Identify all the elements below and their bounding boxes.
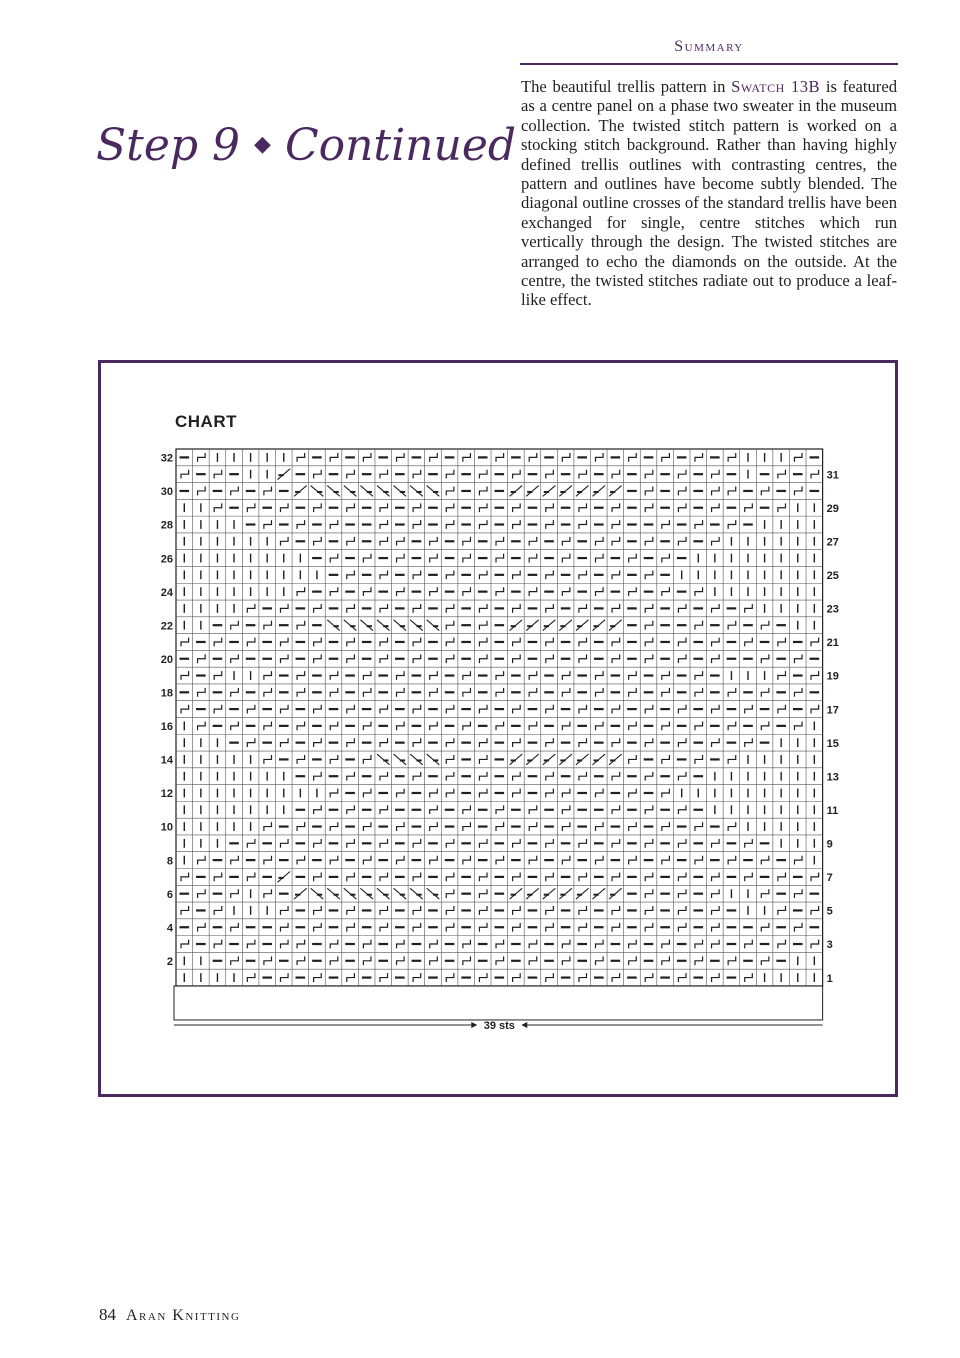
row-number-right: 1 [826, 972, 833, 985]
row-number-left: 22 [160, 620, 173, 633]
book-title: Aran Knitting [126, 1307, 241, 1324]
chart-label: CHART [175, 412, 237, 431]
row-number-right: 11 [826, 804, 839, 817]
row-number-left: 16 [160, 721, 173, 734]
step-continued: Continued [284, 120, 517, 171]
row-number-left: 24 [160, 586, 173, 599]
row-number-left: 32 [160, 452, 173, 465]
stitch-count-label: 39 sts [483, 1019, 515, 1032]
row-number-right: 13 [826, 771, 839, 784]
row-number-left: 18 [160, 687, 173, 700]
row-number-right: 29 [826, 502, 839, 515]
row-number-left: 20 [160, 653, 173, 666]
step-number: Step 9 [96, 120, 241, 171]
row-number-right: 27 [826, 536, 839, 549]
row-number-right: 19 [826, 670, 839, 683]
row-number-right: 9 [826, 838, 833, 851]
diamond-bullet-icon: ◆ [254, 132, 271, 157]
row-number-right: 25 [826, 570, 839, 583]
row-number-right: 7 [826, 872, 833, 885]
row-number-right: 21 [826, 637, 839, 650]
row-number-left: 10 [160, 821, 173, 834]
row-number-right: 23 [826, 603, 839, 616]
row-number-left: 30 [160, 486, 173, 499]
page-number: 84 [99, 1305, 116, 1324]
chart-base-box [174, 986, 823, 1020]
arrow-left-icon [521, 1022, 527, 1028]
row-number-right: 31 [826, 469, 839, 482]
row-number-right: 5 [826, 905, 833, 918]
row-number-left: 4 [166, 922, 173, 935]
row-number-left: 8 [166, 855, 173, 868]
row-number-left: 26 [160, 553, 173, 566]
arrow-right-icon [471, 1022, 477, 1028]
summary-body: is featured as a centre panel on a phase two sweater in the museum collection. The twisted stitch pattern is worked on a stocking stitch background. Rather than having highly defined trellis outlines with contrasting centres, the pattern and outlines have become subtly blended. The diagonal outline crosses of the standard trellis have been exchanged for single, centre stitches which run vertically through the design. The twisted stitches are arranged to echo the diamonds on the outside. At the centre, the twisted stitches radiate out to produce a leaf-like effect. [521, 77, 897, 310]
page-footer [99, 1305, 240, 1325]
summary-heading: Summary [674, 38, 744, 55]
row-number-left: 2 [166, 955, 173, 968]
swatch-reference: Swatch 13B [731, 77, 821, 96]
row-number-right: 17 [826, 704, 839, 717]
row-number-left: 28 [160, 519, 173, 532]
summary-intro: The beautiful trellis pattern in [521, 77, 732, 96]
row-number-right: 3 [826, 939, 833, 952]
row-number-right: 15 [826, 737, 839, 750]
row-number-left: 14 [160, 754, 173, 767]
row-number-left: 6 [166, 888, 173, 901]
row-number-left: 12 [160, 788, 173, 801]
